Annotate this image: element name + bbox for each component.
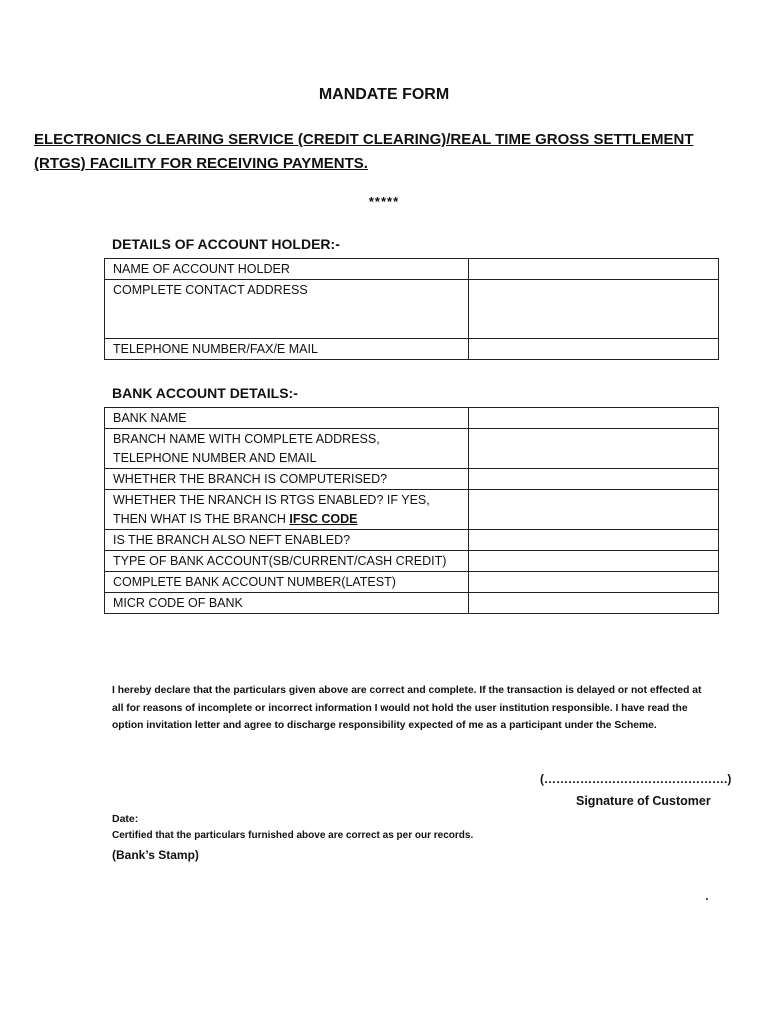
separator-stars: ***** [368,194,400,209]
rtgs-label-line2 [113,510,460,529]
table-row [105,490,719,530]
computerised-label: WHETHER THE BRANCH IS COMPUTERISED? [105,469,469,490]
form-title: MANDATE FORM [318,86,450,103]
declaration-text: I hereby declare that the particulars given above are correct and complete. If the transaction is delayed or not effected at all for reasons of incomplete or incorrect information I would not hold the user institution responsible. I have read the option invitation letter and agree to discharge responsibility expected of me as a participant under the Scheme. [112,685,702,731]
micr-code-label: MICR CODE OF BANK [105,593,469,614]
bank-details-table [104,407,719,614]
neft-field[interactable] [469,530,719,551]
rtgs-label-line1: WHETHER THE NRANCH IS RTGS ENABLED? IF YES, [113,493,430,507]
telephone-field[interactable] [469,339,719,360]
account-type-field[interactable] [469,551,719,572]
micr-code-field[interactable] [469,593,719,614]
bank-details-heading: BANK ACCOUNT DETAILS:- [112,385,298,401]
table-row [105,572,719,593]
account-number-field[interactable] [469,572,719,593]
account-holder-heading: DETAILS OF ACCOUNT HOLDER:- [112,236,340,252]
bank-name-field[interactable] [469,408,719,429]
table-row [105,593,719,614]
form-subtitle-line1: ELECTRONICS CLEARING SERVICE (CREDIT CLEARING)/REAL TIME GROSS SETTLEMENT [34,131,694,148]
date-label: Date: [112,813,139,825]
branch-address-label-line1: BRANCH NAME WITH COMPLETE ADDRESS, [113,432,380,446]
table-row [105,429,719,469]
branch-address-field[interactable] [469,429,719,469]
bank-name-label: BANK NAME [105,408,469,429]
table-row [105,339,719,360]
signature-label: Signature of Customer [576,794,711,808]
ifsc-code-emphasis: IFSC CODE [289,512,358,526]
account-type-label: TYPE OF BANK ACCOUNT(SB/CURRENT/CASH CREDIT) [105,551,469,572]
branch-address-label [105,429,469,469]
branch-address-label-line2: TELEPHONE NUMBER AND EMAIL [113,451,317,465]
rtgs-label-prefix: THEN WHAT IS THE BRANCH [113,512,290,526]
form-subtitle-line2: (RTGS) FACILITY FOR RECEIVING PAYMENTS. [34,155,368,172]
address-field[interactable] [469,280,719,339]
account-holder-table [104,258,719,360]
rtgs-field[interactable] [469,490,719,530]
account-number-label: COMPLETE BANK ACCOUNT NUMBER(LATEST) [105,572,469,593]
table-row [105,530,719,551]
address-label: COMPLETE CONTACT ADDRESS [105,280,469,339]
telephone-label: TELEPHONE NUMBER/FAX/E MAIL [105,339,469,360]
scan-speck [706,898,708,900]
name-label: NAME OF ACCOUNT HOLDER [105,259,469,280]
rtgs-label [105,490,469,530]
signature-line[interactable]: (……………………………………….) [540,772,732,786]
neft-label: IS THE BRANCH ALSO NEFT ENABLED? [105,530,469,551]
table-row [105,469,719,490]
form-subtitle [34,128,724,176]
table-row [105,259,719,280]
bank-stamp-label: (Bank’s Stamp) [112,848,199,862]
computerised-field[interactable] [469,469,719,490]
name-field[interactable] [469,259,719,280]
table-row [105,280,719,339]
table-row [105,551,719,572]
certification-text: Certified that the particulars furnished above are correct as per our records. [112,830,474,841]
table-row [105,408,719,429]
